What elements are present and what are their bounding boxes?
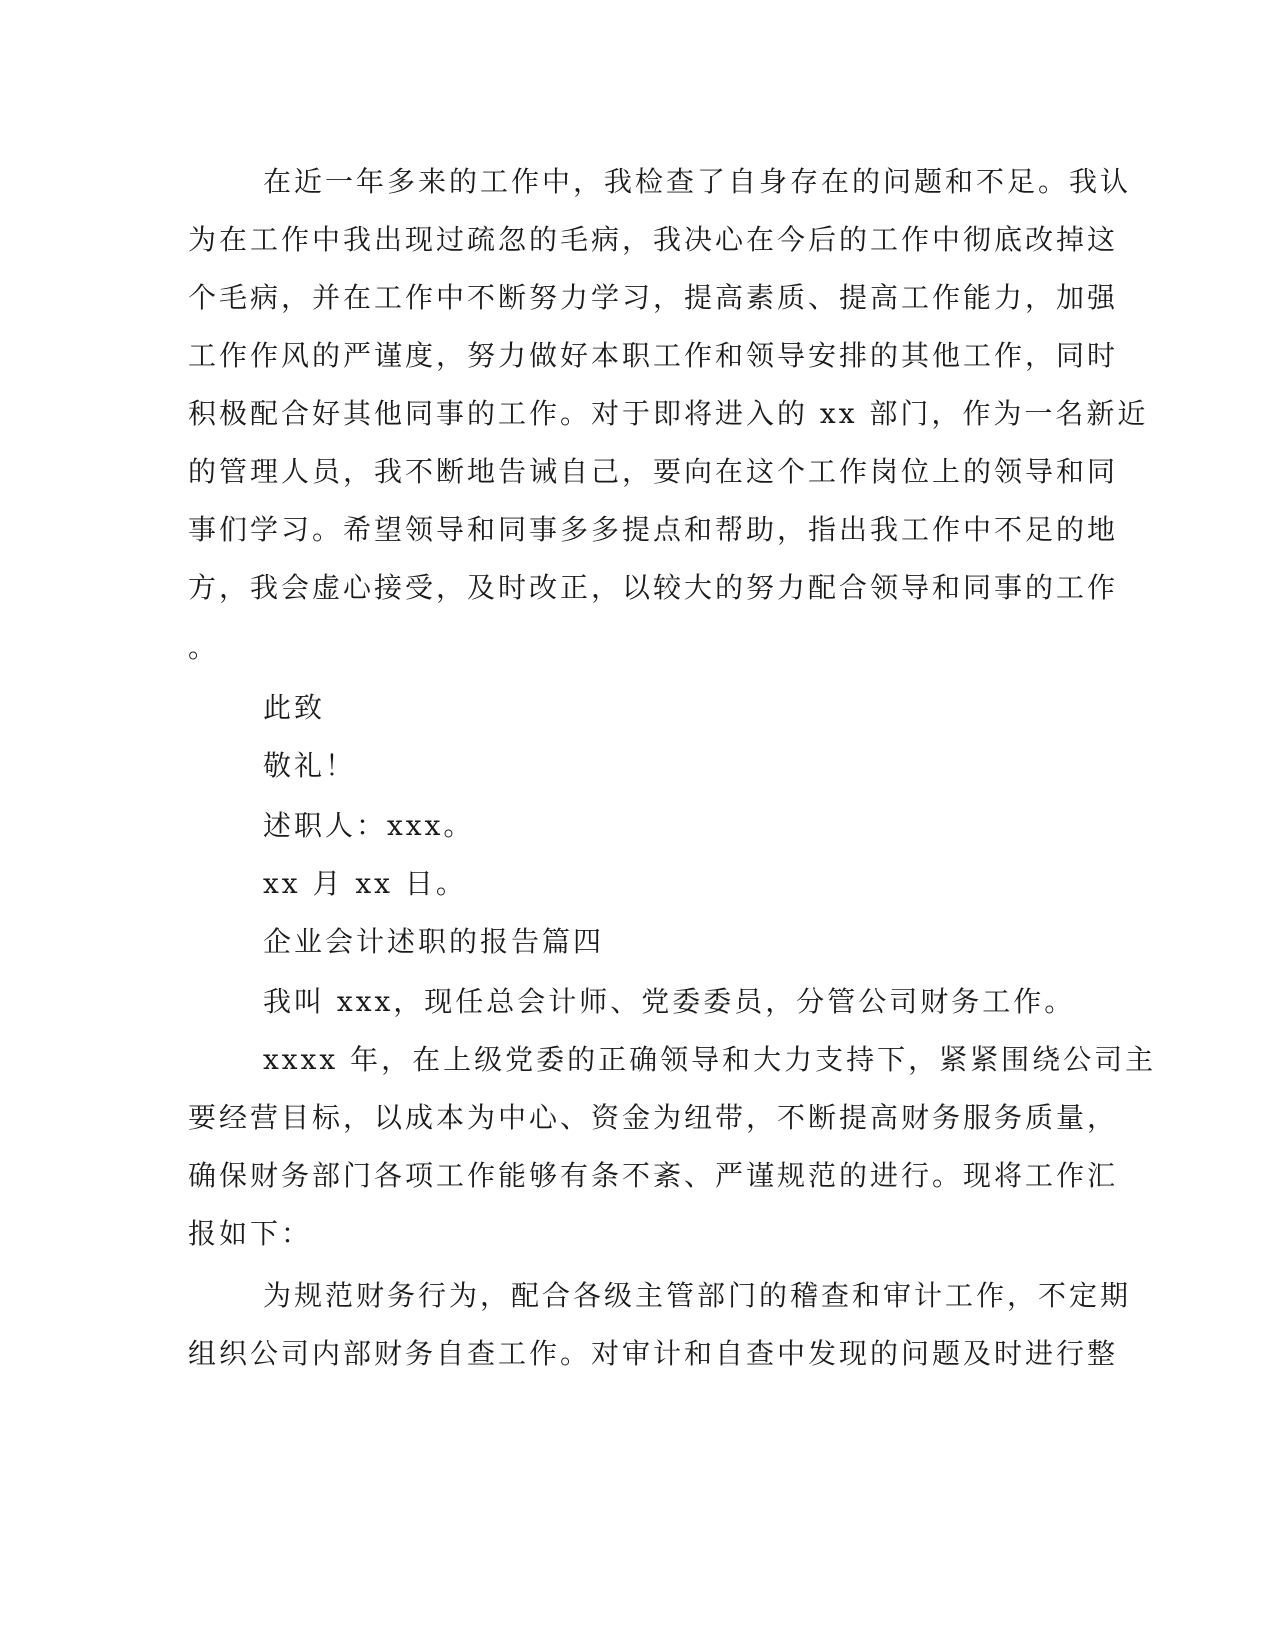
paragraph-line: 为在工作中我出现过疏忽的毛病，我决心在今后的工作中彻底改掉这: [188, 223, 1119, 256]
paragraph-line: 。: [188, 631, 220, 664]
report-date: xx 月 xx 日。: [263, 867, 467, 900]
paragraph-line: 事们学习。希望领导和同事多多提点和帮助，指出我工作中不足的地: [188, 513, 1119, 546]
paragraph-line: 要经营目标，以成本为中心、资金为纽带，不断提高财务服务质量，: [188, 1101, 1119, 1134]
paragraph-line: 个毛病，并在工作中不断努力学习，提高素质、提高工作能力，加强: [188, 281, 1119, 314]
paragraph-line: 确保财务部门各项工作能够有条不紊、严谨规范的进行。现将工作汇: [188, 1159, 1119, 1192]
closing-salutation: 此致: [263, 691, 326, 724]
closing-regards: 敬礼！: [263, 749, 357, 782]
paragraph-line: 积极配合好其他同事的工作。对于即将进入的 xx 部门，作为一名新近: [188, 397, 1149, 430]
paragraph-line: 组织公司内部财务自查工作。对审计和自查中发现的问题及时进行整: [188, 1337, 1119, 1370]
paragraph-line: 在近一年多来的工作中，我检查了自身存在的问题和不足。我认: [263, 165, 1132, 198]
paragraph-line: 报如下：: [188, 1217, 313, 1250]
paragraph-line: 我叫 xxx，现任总会计师、党委委员，分管公司财务工作。: [263, 985, 1076, 1018]
section-heading: 企业会计述职的报告篇四: [263, 925, 605, 958]
paragraph-line: 为规范财务行为，配合各级主管部门的稽查和审计工作，不定期: [263, 1279, 1132, 1312]
paragraph-line: 方，我会虚心接受，及时改正，以较大的努力配合领导和同事的工作: [188, 571, 1119, 604]
paragraph-line: 的管理人员，我不断地告诫自己，要向在这个工作岗位上的领导和同: [188, 455, 1119, 488]
paragraph-line: 工作作风的严谨度，努力做好本职工作和领导安排的其他工作，同时: [188, 339, 1119, 372]
reporter-signature: 述职人：xxx。: [263, 809, 475, 842]
paragraph-line: xxxx 年，在上级党委的正确领导和大力支持下，紧紧围绕公司主: [263, 1043, 1157, 1076]
